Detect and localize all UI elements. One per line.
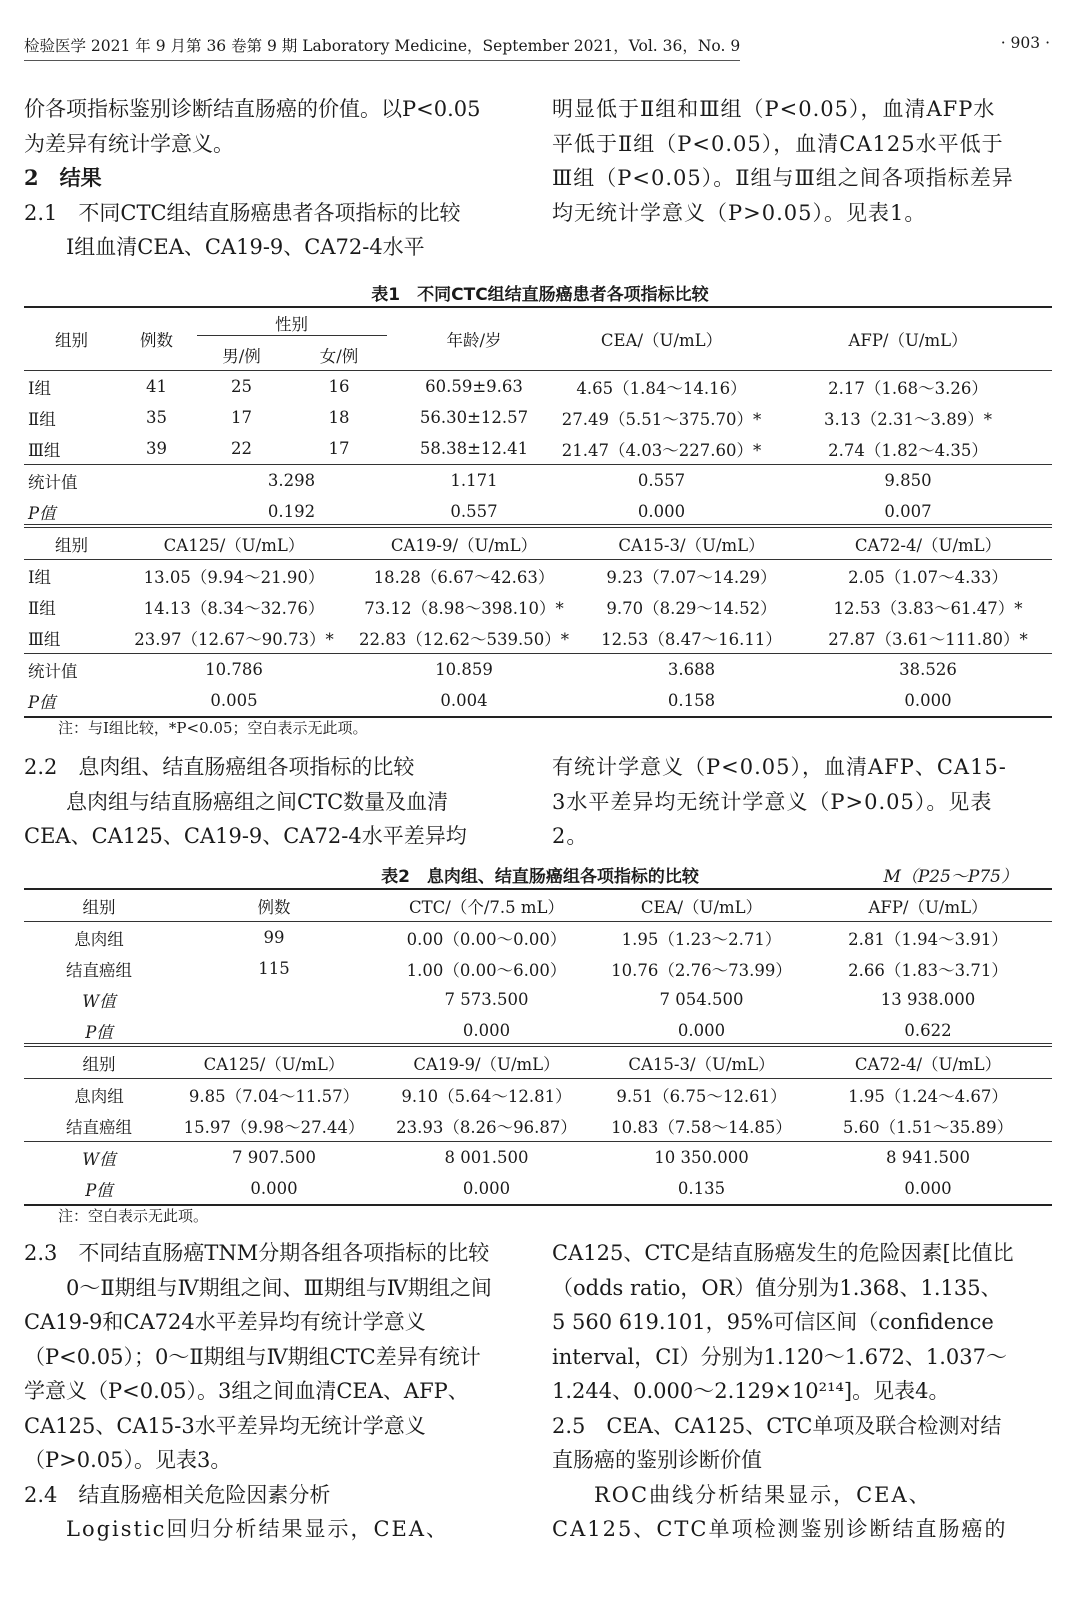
table1 bbox=[24, 306, 1052, 527]
table-row: 息肉组 9.85（7.04～11.57） 9.10（5.64～12.81） 9.51（6.75～12.61） 1.95（1.24～4.67） bbox=[24, 1079, 1052, 1111]
col-header: CEA/（U/mL） bbox=[559, 307, 764, 371]
mid-left-column bbox=[24, 750, 494, 854]
table-row: Ⅱ组 14.13（8.34～32.76） 73.12（8.98～398.10）* 9.70（8.29～14.52） 12.53（3.83～61.47）* bbox=[28, 598, 1023, 618]
paragraph: 0～Ⅱ期组与Ⅳ期组之间、Ⅲ期组与Ⅳ期组之间CA19-9和CA724水平差异均有统计学意义（P<0.05）；0～Ⅱ期组与Ⅳ期组CTC差异有统计学意义（P<0.05）。3组之间血清CEA、AFP、CA125、CA15-3水平差异均无统计学意义（P>0.05）。见表3。 bbox=[24, 1275, 492, 1472]
col-header: 组别 bbox=[24, 1045, 174, 1079]
bottom-left-column bbox=[24, 1236, 494, 1547]
col-header: 年龄/岁 bbox=[389, 307, 559, 371]
col-header: AFP/（U/mL） bbox=[804, 889, 1052, 922]
journal-info: 检验医学 2021 年 9 月第 36 卷第 9 期 Laboratory Medicine，September 2021，Vol. 36，No. 9 bbox=[24, 34, 740, 61]
table1-note: 注：与Ⅰ组比较，*P<0.05；空白表示无此项。 bbox=[58, 719, 368, 737]
paragraph: 息肉组与结直肠癌组之间CTC数量及血清CEA、CA125、CA19-9、CA72-4水平差异均 bbox=[24, 789, 467, 848]
table-row: 统计值 10.786 10.859 3.688 38.526 bbox=[24, 654, 1052, 686]
col-header: CA125/（U/mL） bbox=[119, 526, 349, 560]
col-header: CA15-3/（U/mL） bbox=[599, 1045, 804, 1079]
table2-part2 bbox=[24, 1043, 1052, 1206]
col-header: 女/例 bbox=[319, 346, 359, 366]
col-header: CEA/（U/mL） bbox=[599, 889, 804, 922]
bottom-right-column bbox=[552, 1236, 1014, 1547]
subsection-heading: 2.1 不同CTC组结直肠癌患者各项指标的比较 bbox=[24, 200, 461, 225]
top-right-column bbox=[552, 92, 1014, 230]
table-row: Ⅰ组 41 25 16 60.59±9.63 4.65（1.84～14.16） 2.17（1.68～3.26） bbox=[24, 371, 1052, 403]
col-header: CA15-3/（U/mL） bbox=[579, 526, 804, 560]
subsection-heading: 2.5 CEA、CA125、CTC单项及联合检测对结直肠癌的鉴别诊断价值 bbox=[552, 1413, 1002, 1472]
col-header: AFP/（U/mL） bbox=[764, 307, 1052, 371]
col-header: CA19-9/（U/mL） bbox=[349, 526, 579, 560]
table-row: P值 0.005 0.004 0.158 0.000 bbox=[24, 685, 1052, 717]
col-header: CA125/（U/mL） bbox=[174, 1045, 374, 1079]
subsection-heading: 2.4 结直肠癌相关危险因素分析 bbox=[24, 1482, 331, 1507]
table1-part2 bbox=[24, 524, 1052, 718]
col-header: 例数 bbox=[174, 889, 374, 922]
section-heading: 2 结果 bbox=[24, 165, 102, 190]
table-row: P值 0.192 0.557 0.000 0.007 bbox=[28, 502, 932, 523]
table2-unit: M（P25～P75） bbox=[883, 867, 1018, 887]
col-header: 男/例 bbox=[222, 346, 261, 366]
col-header: CA72-4/（U/mL） bbox=[804, 1045, 1052, 1079]
col-header: CTC/（个/7.5 mL） bbox=[374, 889, 599, 922]
table-row: 结直癌组 115 1.00（0.00～6.00） 10.76（2.76～73.99） 2.66（1.83～3.71） bbox=[66, 959, 1008, 980]
paragraph: 明显低于Ⅱ组和Ⅲ组（P<0.05），血清AFP水平低于Ⅱ组（P<0.05），血清CA125水平低于Ⅲ组（P<0.05）。Ⅱ组与Ⅲ组之间各项指标差异均无统计学意义（P>0.05）。见表1。 bbox=[552, 97, 1014, 225]
col-header: CA72-4/（U/mL） bbox=[804, 526, 1052, 560]
table-row: Ⅲ组 23.97（12.67～90.73）* 22.83（12.62～539.50）* 12.53（8.47～16.11） 27.87（3.61～111.80）* bbox=[28, 629, 1028, 649]
table-row: Ⅱ组 35 17 18 56.30±12.57 27.49（5.51～375.70）* 3.13（2.31～3.89）* bbox=[28, 408, 992, 429]
table-row: Ⅲ组 39 22 17 58.38±12.41 21.47（4.03～227.60）* 2.74（1.82～4.35） bbox=[28, 439, 988, 460]
table-row: 结直癌组 15.97（9.98～27.44） 23.93（8.26～96.87） 10.83（7.58～14.85） 5.60（1.51～35.89） bbox=[66, 1117, 1014, 1137]
paragraph: Ⅰ组血清CEA、CA19-9、CA72-4水平 bbox=[66, 235, 425, 259]
paragraph: 有统计学意义（P<0.05），血清AFP、CA15-3水平差异均无统计学意义（P>0.05）。见表2。 bbox=[552, 755, 1007, 848]
running-header bbox=[24, 34, 1050, 64]
paragraph: ROC曲线分析结果显示，CEA、CA125、CTC单项检测鉴别诊断结直肠癌的 bbox=[552, 1482, 1008, 1541]
page-number: · 903 · bbox=[1000, 34, 1050, 52]
subsection-heading: 2.3 不同结直肠癌TNM分期各组各项指标的比较 bbox=[24, 1241, 490, 1265]
table2-note: 注：空白表示无此项。 bbox=[58, 1207, 209, 1225]
top-left-column bbox=[24, 92, 494, 265]
col-header: CA19-9/（U/mL） bbox=[374, 1045, 599, 1079]
col-header: 例数 bbox=[119, 307, 194, 371]
paragraph: 价各项指标鉴别诊断结直肠癌的价值。以P<0.05为差异有统计学意义。 bbox=[24, 97, 481, 156]
table-row: 息肉组 99 0.00（0.00～0.00） 1.95（1.23～2.71） 2.81（1.94～3.91） bbox=[24, 922, 1052, 954]
table-row: W值 7 573.500 7 054.500 13 938.000 bbox=[82, 990, 976, 1011]
col-header: 性别 bbox=[197, 311, 387, 336]
table-row: P值 0.000 0.000 0.622 bbox=[85, 1021, 952, 1042]
table-row: 统计值 3.298 1.171 0.557 9.850 bbox=[24, 465, 1052, 497]
table2 bbox=[24, 888, 1052, 1046]
col-header: 组别 bbox=[24, 526, 119, 560]
paragraph: Logistic回归分析结果显示，CEA、 bbox=[66, 1517, 450, 1541]
subsection-heading: 2.2 息肉组、结直肠癌组各项指标的比较 bbox=[24, 755, 415, 779]
col-header: 组别 bbox=[24, 889, 174, 922]
col-header: 组别 bbox=[24, 307, 119, 371]
table1-caption: 表1 不同CTC组结直肠癌患者各项指标比较 bbox=[371, 285, 709, 305]
table2-caption: 表2 息肉组、结直肠癌组各项指标的比较 M（P25～P75） bbox=[0, 862, 1080, 887]
table-row: Ⅰ组 13.05（9.94～21.90） 18.28（6.67～42.63） 9.23（7.07～14.29） 2.05（1.07～4.33） bbox=[24, 560, 1052, 592]
paragraph: CA125、CTC是结直肠癌发生的危险因素[比值比（odds ratio，OR）值分别为1.368、1.135、5 560 619.101，95%可信区间（confidence interval，CI）分别为1.120～1.672、1.037～1.244、0.000～2.129×10²¹⁴]。见表4。 bbox=[552, 1241, 1014, 1403]
table-row: W值 7 907.500 8 001.500 10 350.000 8 941.500 bbox=[24, 1142, 1052, 1174]
table-row: P值 0.000 0.000 0.135 0.000 bbox=[24, 1173, 1052, 1205]
mid-right-column bbox=[552, 750, 1014, 854]
